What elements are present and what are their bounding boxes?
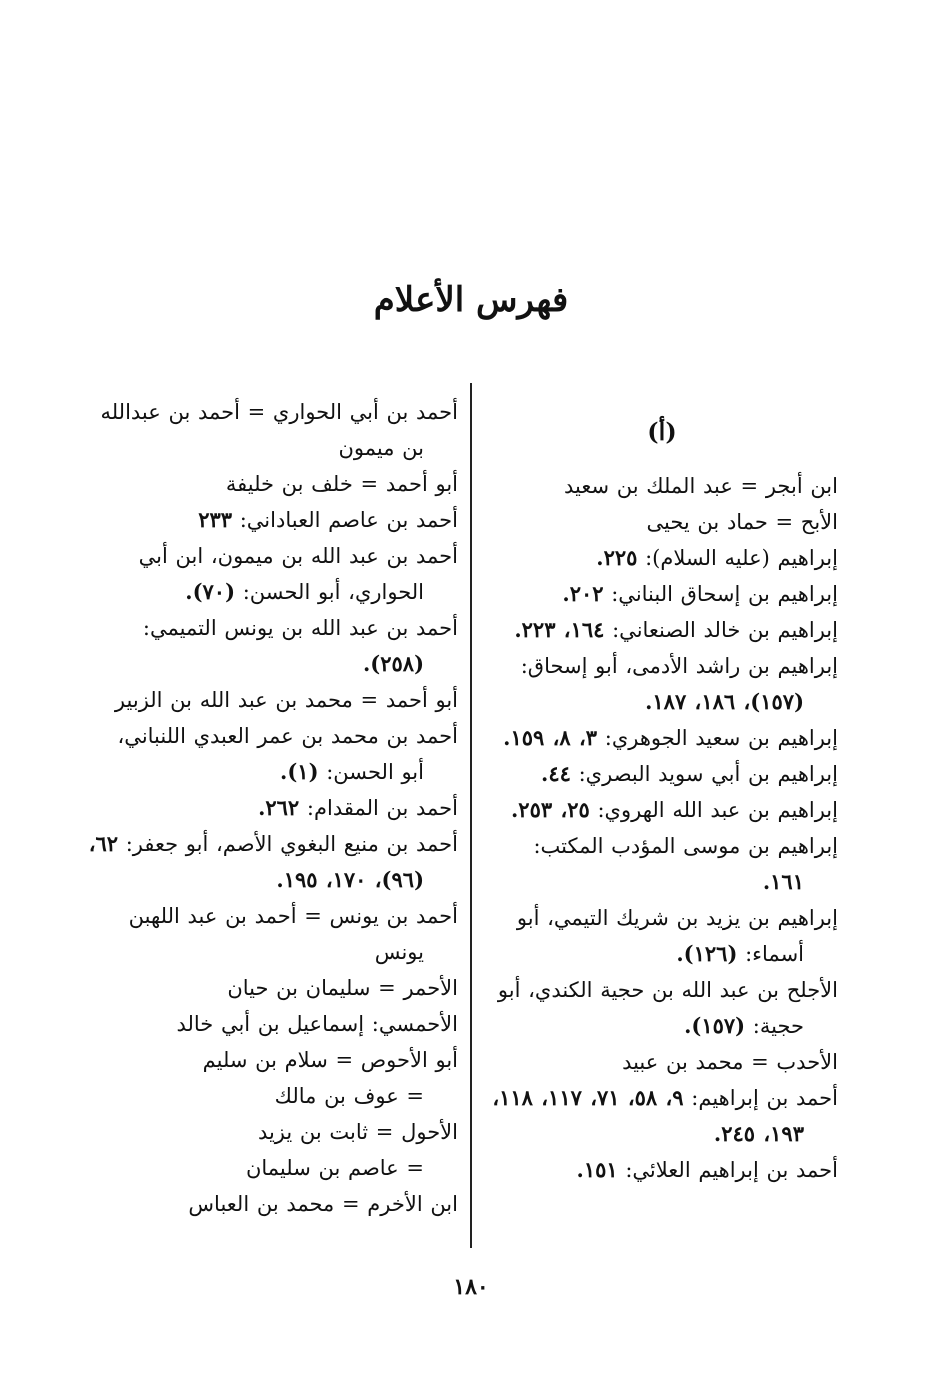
entry-name: أحمد بن المقدام: [306,796,458,820]
entry-refs: (٢٥٨). [362,651,424,676]
index-entry [88,1186,458,1222]
entry-refs: ٦٢، (٩٦)، ١٧٠، ١٩٥. [88,831,424,892]
left-column [88,394,458,1222]
entry-refs: ٢٣٣ [198,507,233,532]
index-entry [88,502,458,538]
index-entry [486,576,838,612]
index-entry [88,610,458,682]
index-entry [88,790,458,826]
entry-refs: (١٥٧)، ١٨٦، ١٨٧. [645,689,804,714]
index-entry [88,1006,458,1042]
index-entry [88,682,458,718]
entry-name: الأحدب [776,1050,838,1074]
entry-name: إبراهيم (عليه السلام): [645,546,838,570]
entry-refs: ٤٤. [541,761,571,786]
entry-name: أحمد بن أبي الحواري [272,400,458,424]
entry-name: ابن أبجر [765,474,838,498]
entry-refs: ٢٠٢. [562,581,604,606]
index-entry [88,1150,458,1186]
entry-refs: ٢٥، ٢٥٣. [510,797,590,822]
entry-name: إبراهيم بن خالد الصنعاني: [612,618,838,642]
index-entry [486,900,838,972]
entry-refs: = محمد بن العباس [188,1192,360,1216]
entry-refs: (٧٠). [185,579,236,604]
index-entry [486,540,838,576]
entry-name: أحمد بن منيع البغوي الأصم، أبو جعفر: [125,832,458,856]
right-column [486,410,838,1188]
index-entry [486,828,838,900]
entry-name: أحمد بن محمد بن عمر العبدي اللنباني، أبو الحسن: [117,724,458,784]
entry-refs: = أحمد بن عبد اللهبن يونس [128,904,424,964]
index-entry [486,720,838,756]
entry-refs: (١). [280,759,319,784]
entry-refs: = سلام بن سليم [202,1048,354,1072]
entry-refs: ٣، ٨، ١٥٩. [503,725,598,750]
entry-refs: = محمد بن عبيد [622,1050,769,1074]
index-entry [88,718,458,790]
entry-refs: = أحمد بن عبدالله بن ميمون [100,400,424,460]
letter-heading: (أ) [647,417,677,446]
entry-name: الأحول [401,1120,458,1144]
column-divider [470,383,472,1248]
index-entry [486,468,838,504]
entry-name: الأجلح بن عبد الله بن حجية الكندي، أبو حجية: [497,978,838,1038]
index-entry [486,1080,838,1152]
entry-refs: = سليمان بن حيان [227,976,396,1000]
entry-refs: = عاصم بن سليمان [245,1156,424,1180]
entry-refs: = محمد بن عبد الله بن الزبير [114,688,379,712]
entry-name: أحمد بن عاصم العباداني: [239,508,458,532]
index-entry [88,970,458,1006]
entry-name: أحمد بن عبد الله بن يونس التميمي: [142,616,458,640]
index-entry [486,792,838,828]
entry-name: الأحمر [403,976,458,1000]
entry-name: إبراهيم بن يزيد بن شريك التيمي، أبو أسماء: [516,906,838,966]
index-entry [88,1078,458,1114]
entry-name: أحمد بن إبراهيم العلائي: [625,1158,838,1182]
entry-refs: ١٦٤، ٢٢٣. [514,617,605,642]
page-number: ١٨٠ [453,1274,489,1300]
entry-name: أحمد بن عبد الله بن ميمون، ابن أبي الحواري، أبو الحسن: [138,544,458,604]
index-entry [486,972,838,1044]
entry-refs: (١٢٦). [676,941,738,966]
index-entry [486,504,838,540]
entry-name: أبو أحمد [385,472,458,496]
entry-name: إبراهيم بن سعيد الجوهري: [604,726,838,750]
entry-name: إبراهيم بن إسحاق البناني: [611,582,838,606]
entry-name: أبو أحمد [385,688,458,712]
index-entry [88,1042,458,1078]
index-entry [486,612,838,648]
index-entry [88,1114,458,1150]
index-entry [486,756,838,792]
entry-name: الأحمسي: [371,1012,458,1036]
entry-refs: ١٦١. [762,869,804,894]
entry-refs: = ثابت بن يزيد [257,1120,394,1144]
entry-name: ابن الأخرم [367,1192,458,1216]
entry-refs: (١٥٧). [684,1013,746,1038]
index-entry [486,1044,838,1080]
entry-refs: = عوف بن مالك [274,1084,424,1108]
index-entry [88,898,458,970]
entry-name: إبراهيم بن راشد الأدمى، أبو إسحاق: [520,654,838,678]
entry-refs: ١٥١. [576,1157,618,1182]
entry-refs: ٢٢٥. [596,545,638,570]
index-entry [486,648,838,720]
entry-name: أحمد بن إبراهيم: [691,1086,838,1110]
index-entry [88,394,458,466]
entry-name: إبراهيم بن أبي سويد البصري: [578,762,838,786]
index-entry [88,466,458,502]
index-entry [88,538,458,610]
entry-refs: = خلف بن خليفة [225,472,379,496]
entry-name: إبراهيم بن موسى المؤدب المكتب: [533,834,838,858]
page-title: فهرس الأعلام [373,280,569,320]
entry-refs: = عبد الملك بن سعيد [564,474,759,498]
entry-name: الأبح [800,510,838,534]
entry-refs: ٩، ٥٨، ٧١، ١١٧، ١١٨، ١٩٣، ٢٤٥. [492,1085,804,1146]
entry-name: أبو الأحوص [360,1048,458,1072]
entry-refs: إسماعيل بن أبي خالد [176,1012,365,1036]
entry-name: أحمد بن يونس [329,904,458,928]
index-entry [486,1152,838,1188]
index-entry [88,826,458,898]
entry-refs: ٢٦٢. [258,795,300,820]
entry-name: إبراهيم بن عبد الله الهروي: [597,798,838,822]
entry-refs: = حماد بن يحيى [646,510,794,534]
